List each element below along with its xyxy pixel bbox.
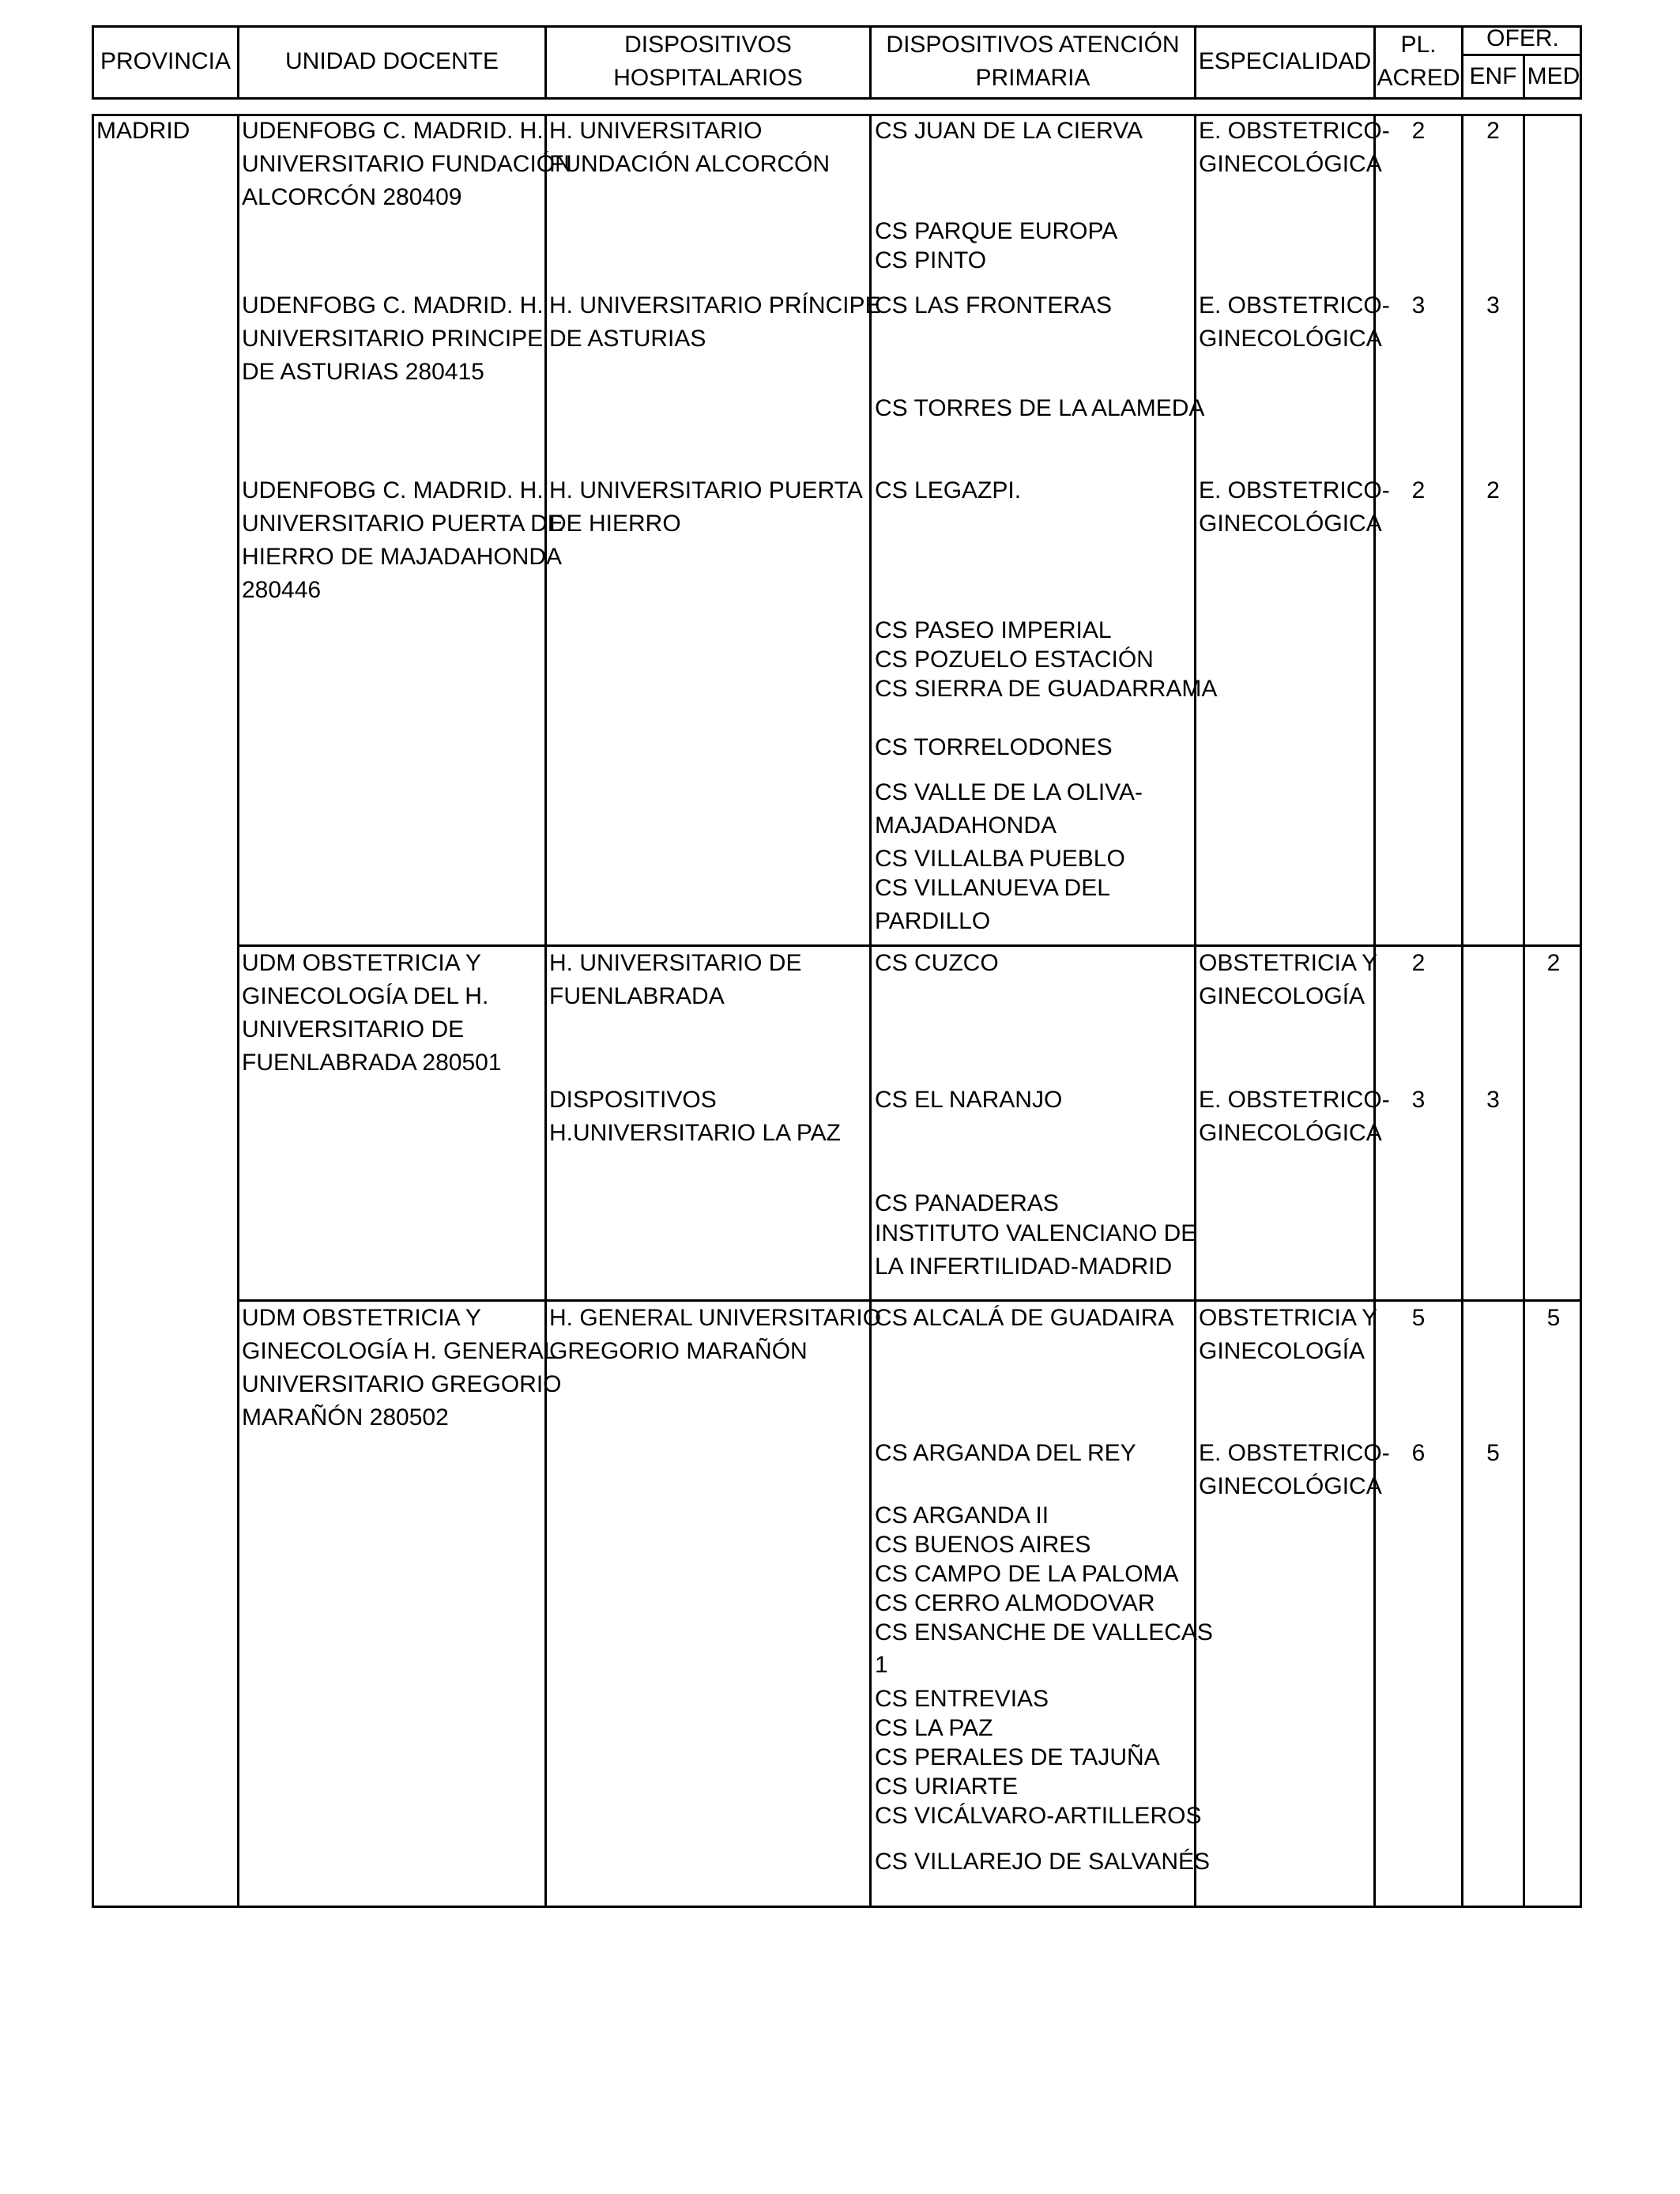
unit-name: HIERRO DE MAJADAHONDA: [242, 544, 563, 570]
plazas-acreditadas: 2: [1411, 950, 1426, 976]
especialidad: GINECOLÓGICA: [1199, 1120, 1382, 1146]
plazas-acreditadas: 2: [1411, 477, 1426, 503]
unit-name: UNIVERSITARIO GREGORIO: [242, 1371, 562, 1397]
especialidad: OBSTETRICIA Y: [1199, 1305, 1378, 1331]
especialidad: GINECOLÓGICA: [1199, 511, 1382, 537]
unit-name: UNIVERSITARIO PRINCIPE: [242, 326, 544, 352]
especialidad: GINECOLÓGICA: [1199, 151, 1382, 177]
health-center: CS PANADERAS: [875, 1190, 1059, 1216]
oferta-enf: 2: [1486, 118, 1500, 144]
plazas-acreditadas: 3: [1411, 292, 1426, 319]
unit-name: UDM OBSTETRICIA Y: [242, 1305, 481, 1331]
hospital-name: DE HIERRO: [549, 511, 681, 537]
hospital-name: H. UNIVERSITARIO DE: [549, 950, 802, 976]
unit-name: UNIVERSITARIO PUERTA DE: [242, 511, 563, 537]
plazas-acreditadas: 2: [1411, 118, 1426, 144]
health-center: CS PERALES DE TAJUÑA: [875, 1744, 1160, 1770]
header-especialidad: ESPECIALIDAD: [1198, 48, 1372, 74]
unit-name: UDENFOBG C. MADRID. H.: [242, 292, 544, 319]
health-center: CS ALCALÁ DE GUADAIRA: [875, 1305, 1174, 1331]
provincia-cell: MADRID: [96, 118, 190, 144]
especialidad: E. OBSTETRICO-: [1199, 292, 1390, 319]
hospital-name: H. GENERAL UNIVERSITARIO: [549, 1305, 882, 1331]
unit-name: UNIVERSITARIO DE: [242, 1016, 465, 1042]
oferta-med: 5: [1546, 1305, 1561, 1331]
header-pl-acred: ACRED: [1377, 65, 1460, 91]
especialidad: GINECOLOGÍA: [1199, 1338, 1365, 1364]
health-center: INSTITUTO VALENCIANO DE: [875, 1220, 1197, 1246]
unit-name: UNIVERSITARIO FUNDACIÓN: [242, 151, 572, 177]
health-center: CS ENSANCHE DE VALLECAS: [875, 1619, 1213, 1646]
hospital-name: H. UNIVERSITARIO PUERTA: [549, 477, 863, 503]
health-center: CS JUAN DE LA CIERVA: [875, 118, 1143, 144]
health-center: CS VILLALBA PUEBLO: [875, 846, 1125, 872]
health-center: CS VALLE DE LA OLIVA-: [875, 779, 1143, 805]
health-center: CS ARGANDA II: [875, 1502, 1049, 1529]
health-center: CS POZUELO ESTACIÓN: [875, 647, 1154, 673]
health-center: CS PINTO: [875, 247, 987, 273]
header-dispositivos-hospitalarios-2: HOSPITALARIOS: [613, 65, 803, 91]
header-provincia: PROVINCIA: [100, 48, 232, 74]
health-center: 1: [875, 1652, 888, 1678]
health-center: CS CUZCO: [875, 950, 999, 976]
health-center: CS LA PAZ: [875, 1715, 993, 1741]
plazas-acreditadas: 3: [1411, 1087, 1426, 1113]
hospital-name: FUNDACIÓN ALCORCÓN: [549, 151, 831, 177]
oferta-enf: 3: [1486, 1087, 1500, 1113]
column-divider: [544, 114, 547, 1908]
unit-name: 280446: [242, 577, 322, 603]
health-center: MAJADAHONDA: [875, 812, 1057, 839]
hospital-name: H. UNIVERSITARIO PRÍNCIPE: [549, 292, 881, 319]
health-center: PARDILLO: [875, 908, 991, 934]
header-ofer: OFER.: [1486, 25, 1559, 51]
unit-name: MARAÑÓN 280502: [242, 1404, 449, 1431]
plazas-acreditadas: 6: [1411, 1440, 1426, 1466]
health-center: CS TORRES DE LA ALAMEDA: [875, 395, 1205, 421]
hospital-name: DE ASTURIAS: [549, 326, 706, 352]
health-center: CS SIERRA DE GUADARRAMA: [875, 676, 1218, 702]
column-divider: [1523, 114, 1525, 1908]
especialidad: GINECOLÓGICA: [1199, 326, 1382, 352]
health-center: CS ARGANDA DEL REY: [875, 1440, 1136, 1466]
oferta-enf: 2: [1486, 477, 1500, 503]
especialidad: GINECOLOGÍA: [1199, 983, 1365, 1009]
especialidad: E. OBSTETRICO-: [1199, 118, 1390, 144]
health-center: LA INFERTILIDAD-MADRID: [875, 1253, 1173, 1280]
header-dispositivos-ap-2: PRIMARIA: [975, 65, 1090, 91]
unit-name: FUENLABRADA 280501: [242, 1050, 502, 1076]
header-med: MED: [1527, 63, 1580, 89]
hospital-name: GREGORIO MARAÑÓN: [549, 1338, 808, 1364]
health-center: CS CAMPO DE LA PALOMA: [875, 1561, 1179, 1587]
column-divider: [1373, 114, 1376, 1908]
health-center: CS ENTREVIAS: [875, 1686, 1049, 1712]
health-center: CS EL NARANJO: [875, 1087, 1063, 1113]
health-center: CS BUENOS AIRES: [875, 1532, 1091, 1558]
unit-name: UDENFOBG C. MADRID. H.: [242, 477, 544, 503]
unit-name: UDENFOBG C. MADRID. H.: [242, 118, 544, 144]
oferta-enf: 5: [1486, 1440, 1500, 1466]
hospital-name: H.UNIVERSITARIO LA PAZ: [549, 1120, 841, 1146]
hospital-name: DISPOSITIVOS: [549, 1087, 717, 1113]
column-divider: [237, 114, 239, 1908]
oferta-enf: 3: [1486, 292, 1500, 319]
header-enf: ENF: [1469, 63, 1517, 89]
column-divider: [1461, 114, 1463, 1908]
plazas-acreditadas: 5: [1411, 1305, 1426, 1331]
especialidad: E. OBSTETRICO-: [1199, 1440, 1390, 1466]
unit-name: UDM OBSTETRICIA Y: [242, 950, 481, 976]
especialidad: E. OBSTETRICO-: [1199, 477, 1390, 503]
oferta-med: 2: [1546, 950, 1561, 976]
health-center: CS TORRELODONES: [875, 734, 1113, 760]
header-pl: PL.: [1400, 32, 1437, 58]
health-center: CS VILLAREJO DE SALVANÉS: [875, 1849, 1211, 1875]
health-center: CS CERRO ALMODOVAR: [875, 1590, 1155, 1616]
health-center: CS VICÁLVARO-ARTILLEROS: [875, 1803, 1202, 1829]
especialidad: OBSTETRICIA Y: [1199, 950, 1378, 976]
hospital-name: H. UNIVERSITARIO: [549, 118, 763, 144]
header-unidad-docente: UNIDAD DOCENTE: [284, 48, 499, 74]
health-center: CS PASEO IMPERIAL: [875, 617, 1112, 643]
unit-name: ALCORCÓN 280409: [242, 184, 462, 210]
health-center: CS LAS FRONTERAS: [875, 292, 1113, 319]
health-center: CS URIARTE: [875, 1774, 1019, 1800]
unit-name: GINECOLOGÍA H. GENERAL: [242, 1338, 557, 1364]
unit-name: DE ASTURIAS 280415: [242, 359, 484, 385]
hospital-name: FUENLABRADA: [549, 983, 725, 1009]
header-dispositivos-hospitalarios: DISPOSITIVOS: [624, 32, 792, 58]
health-center: CS PARQUE EUROPA: [875, 218, 1118, 244]
especialidad: GINECOLÓGICA: [1199, 1473, 1382, 1499]
header-dispositivos-ap: DISPOSITIVOS ATENCIÓN: [886, 32, 1180, 58]
column-divider: [869, 114, 872, 1908]
especialidad: E. OBSTETRICO-: [1199, 1087, 1390, 1113]
health-center: CS VILLANUEVA DEL: [875, 875, 1110, 901]
health-center: CS LEGAZPI.: [875, 477, 1022, 503]
unit-name: GINECOLOGÍA DEL H.: [242, 983, 489, 1009]
